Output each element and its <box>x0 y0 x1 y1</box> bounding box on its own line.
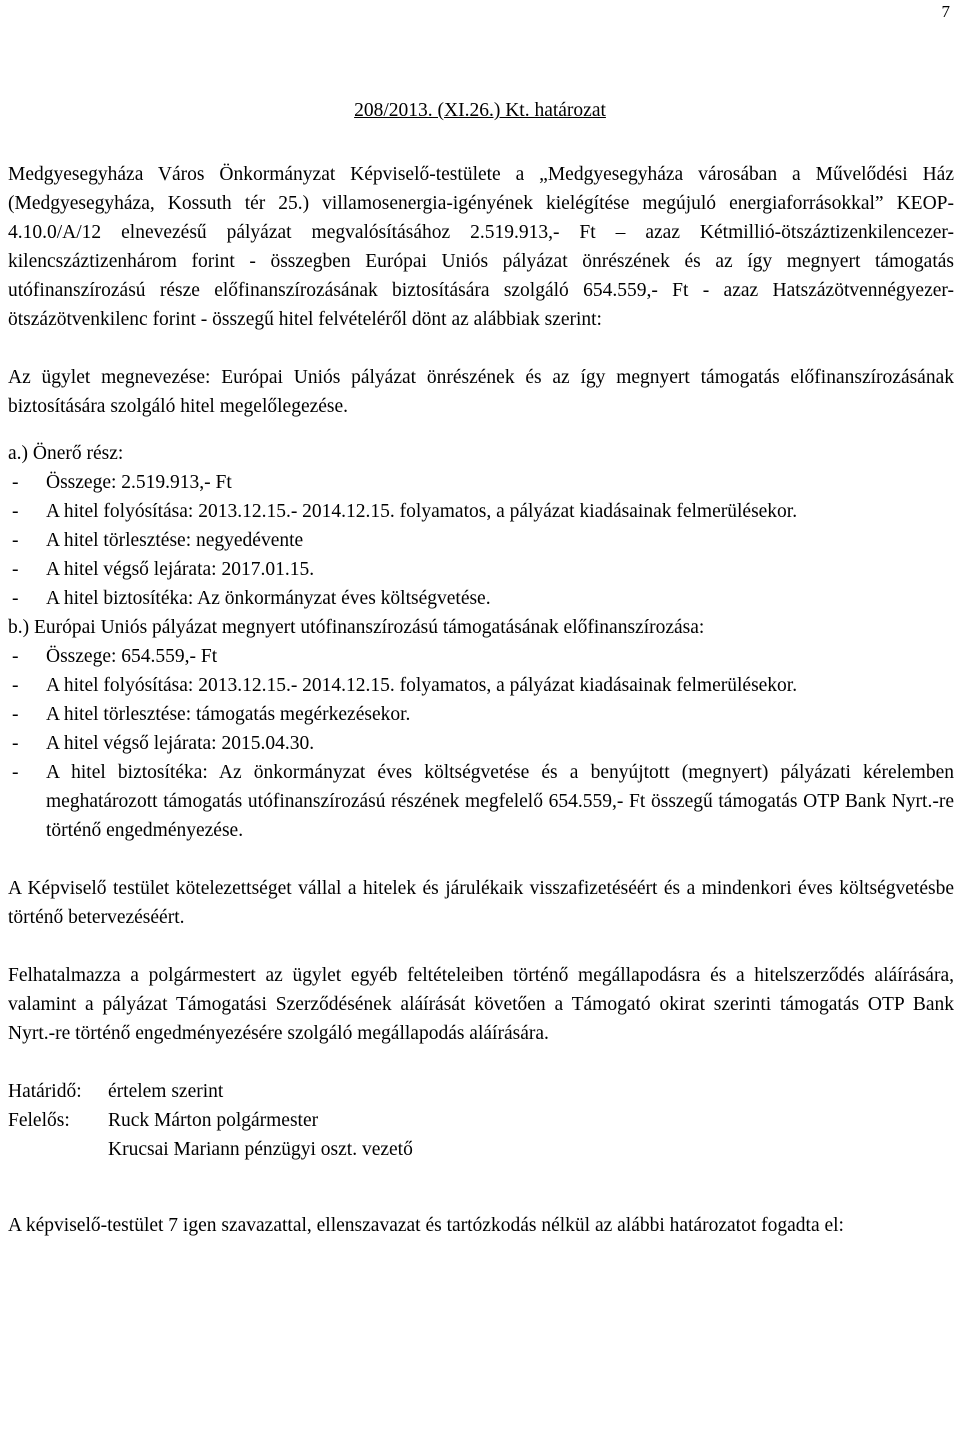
deadline-label: Határidő: <box>8 1081 82 1102</box>
deadline-value: értelem szerint <box>108 1081 224 1102</box>
deadline-row <box>8 1077 954 1106</box>
responsible-row <box>8 1106 954 1135</box>
list-item: - Összege: 2.519.913,- Ft <box>12 472 232 493</box>
authorization-paragraph: Felhatalmazza a polgármestert az ügylet egyéb feltételeiben történő megállapodásra és a hitelszerződés aláírására, valamint a pályázat Támogatási Szerződésének aláírását követően a Támogató okirat szerinti támogatás OTP Bank Nyrt.-re történő engedményezésére szolgáló megállapodás aláírására. <box>8 965 954 1044</box>
list-item: - A hitel végső lejárata: 2015.04.30. <box>12 733 315 754</box>
list-item: - A hitel biztosítéka: Az önkormányzat éves költségvetése. <box>12 588 491 609</box>
section-b-list <box>8 642 954 845</box>
transaction-paragraph: Az ügylet megnevezése: Európai Uniós pályázat önrészének és az így megnyert támogatás előfinanszírozásának biztosítására szolgáló hitel megelőlegezése. <box>8 367 954 417</box>
obligation-paragraph: A Képviselő testület kötelezettséget vállal a hitelek és járulékaik visszafizetéséért és a mindenkori éves költségvetésbe történő betervezéséért. <box>8 878 954 928</box>
intro-paragraph: Medgyesegyháza Város Önkormányzat Képviselő-testülete a „Medgyesegyháza városában a Művelődési Ház (Medgyesegyháza, Kossuth tér 25.) villamosenergia-igényének kielégítése megújuló energiaforrásokkal” KEOP-4.10.0/A/12 elnevezésű pályázat megvalósításához 2.519.913,- Ft – azaz Kétmillió-ötszáztizenkilencezer-kilencszáztizenhárom forint - összegben Európai Uniós pályázat önrészének és az így megnyert támogatás utófinanszírozású része előfinanszírozásának biztosítására szolgáló 654.559,- Ft - azaz Hatszázötvennégyezer-ötszázötvenkilenc forint - összegű hitel felvételéről dönt az alábbiak szerint: <box>8 164 954 330</box>
list-item: - A hitel végső lejárata: 2017.01.15. <box>12 559 315 580</box>
list-item: - Összege: 654.559,- Ft <box>12 646 218 667</box>
responsible-value: Ruck Márton polgármester <box>108 1110 319 1131</box>
responsible-label: Felelős: <box>8 1110 70 1131</box>
closing-paragraph: A képviselő-testület 7 igen szavazattal, ellenszavazat és tartózkodás nélkül az alábbi határozatot fogadta el: <box>8 1215 844 1236</box>
document-body <box>8 160 954 1240</box>
signature-block <box>8 1077 954 1164</box>
section-a-heading: a.) Önerő rész: <box>8 443 124 464</box>
list-item: - A hitel törlesztése: támogatás megérkezésekor. <box>12 704 411 725</box>
list-item: - A hitel biztosítéka: Az önkormányzat éves költségvetése és a benyújtott (megnyert) pályázati kérelemben meghatározott támogatás utófinanszírozású részének megfelelő 654.559,- Ft összegű támogatás OTP Bank Nyrt.-re történő engedményezése. <box>12 762 954 841</box>
section-a-list <box>8 468 954 613</box>
list-item: - A hitel törlesztése: negyedévente <box>12 530 304 551</box>
section-b-heading: b.) Európai Uniós pályázat megnyert utófinanszírozású támogatásának előfinanszírozása: <box>8 617 705 638</box>
responsible-value-2: Krucsai Mariann pénzügyi oszt. vezető <box>108 1139 413 1160</box>
list-item: - A hitel folyósítása: 2013.12.15.- 2014.12.15. folyamatos, a pályázat kiadásainak felmerülésekor. <box>12 675 798 696</box>
list-item: - A hitel folyósítása: 2013.12.15.- 2014.12.15. folyamatos, a pályázat kiadásainak felmerülésekor. <box>12 501 798 522</box>
page-number: 7 <box>941 2 950 21</box>
resolution-title: 208/2013. (XI.26.) Kt. határozat <box>354 100 606 121</box>
